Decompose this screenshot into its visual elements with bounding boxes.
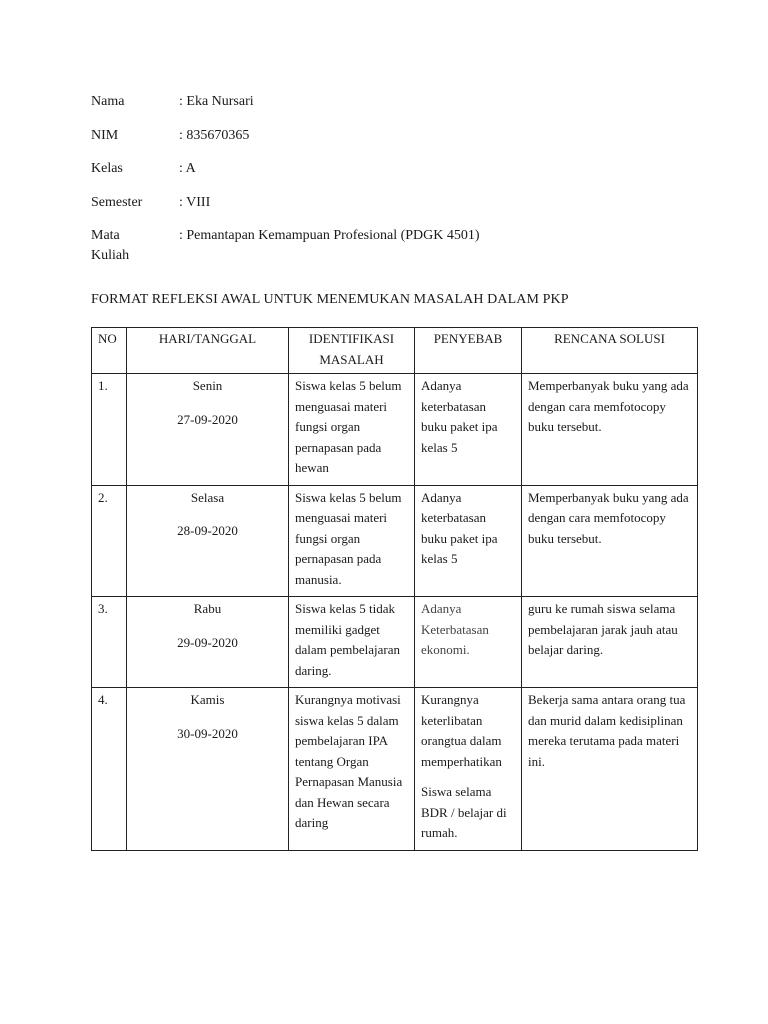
cell-no: 1.: [92, 374, 127, 486]
day-text: Kamis: [190, 692, 225, 707]
info-label: Kelas: [91, 161, 123, 176]
cause-text: Adanya Keterbatasan ekonomi.: [421, 601, 489, 657]
info-value: : Eka Nursari: [179, 94, 254, 109]
info-label: Mata Kuliah: [91, 228, 130, 263]
cell-date: [127, 485, 289, 597]
info-value: : Pemantapan Kemampuan Profesional (PDGK 4501): [179, 228, 480, 243]
info-value: : 835670365: [179, 127, 250, 143]
table-row: [92, 597, 698, 688]
table-row: [92, 374, 698, 486]
header-cause: PENYEBAB: [415, 328, 522, 374]
cell-no: 2.: [92, 485, 127, 597]
date-text: 30-09-2020: [177, 725, 238, 741]
cause-text-extra: Siswa selama BDR / belajar di rumah.: [421, 784, 507, 840]
reflection-table: [91, 327, 698, 851]
cell-solution: Bekerja sama antara orang tua dan murid dalam kedisiplinan mereka terutama pada materi ini.: [522, 688, 698, 851]
cell-no: 3.: [92, 597, 127, 688]
cell-date: [127, 688, 289, 851]
cell-solution: Memperbanyak buku yang ada dengan cara memfotocopy buku tersebut.: [522, 374, 698, 486]
cell-solution: Memperbanyak buku yang ada dengan cara memfotocopy buku tersebut.: [522, 485, 698, 597]
info-label: Nama: [91, 94, 125, 109]
header-date: HARI/TANGGAL: [127, 328, 289, 374]
cell-cause: [415, 688, 522, 851]
table-row: [92, 485, 698, 597]
day-text: Selasa: [190, 489, 225, 505]
cause-text: Adanya keterbatasan buku paket ipa kelas 5: [421, 489, 498, 566]
cell-cause: [415, 485, 522, 597]
cell-problem: Siswa kelas 5 belum menguasai materi fungsi organ pernapasan pada manusia.: [289, 485, 415, 597]
cell-date: [127, 374, 289, 486]
cause-text: Adanya keterbatasan buku paket ipa kelas 5: [421, 378, 498, 455]
cell-solution: guru ke rumah siswa selama pembelajaran jarak jauh atau belajar daring.: [522, 597, 698, 688]
info-label: Semester: [91, 194, 143, 210]
header-no: NO: [92, 328, 127, 374]
info-value: : VIII: [179, 194, 211, 210]
table-row: [92, 688, 698, 851]
cell-cause: [415, 374, 522, 486]
table-header-row: [92, 328, 698, 374]
document-title: FORMAT REFLEKSI AWAL UNTUK MENEMUKAN MASALAH DALAM PKP: [91, 292, 569, 307]
day-text: Senin: [192, 378, 223, 393]
info-label: NIM: [91, 127, 119, 143]
info-value: : A: [179, 161, 196, 176]
cell-cause: [415, 597, 522, 688]
cell-problem: Siswa kelas 5 belum menguasai materi fungsi organ pernapasan pada hewan: [289, 374, 415, 486]
cell-date: [127, 597, 289, 688]
date-text: 27-09-2020: [177, 411, 238, 427]
day-text: Rabu: [193, 601, 222, 616]
cell-problem: Siswa kelas 5 tidak memiliki gadget dalam pembelajaran daring.: [289, 597, 415, 688]
cell-no: 4.: [92, 688, 127, 851]
cell-problem: Kurangnya motivasi siswa kelas 5 dalam pembelajaran IPA tentang Organ Pernapasan Manusia dan Hewan secara daring: [289, 688, 415, 851]
header-problem: IDENTIFIKASI MASALAH: [289, 328, 415, 374]
date-text: 29-09-2020: [177, 634, 238, 650]
date-text: 28-09-2020: [177, 523, 238, 538]
header-solution: RENCANA SOLUSI: [522, 328, 698, 374]
cause-text: Kurangnya keterlibatan orangtua dalam memperhatikan: [421, 692, 502, 769]
